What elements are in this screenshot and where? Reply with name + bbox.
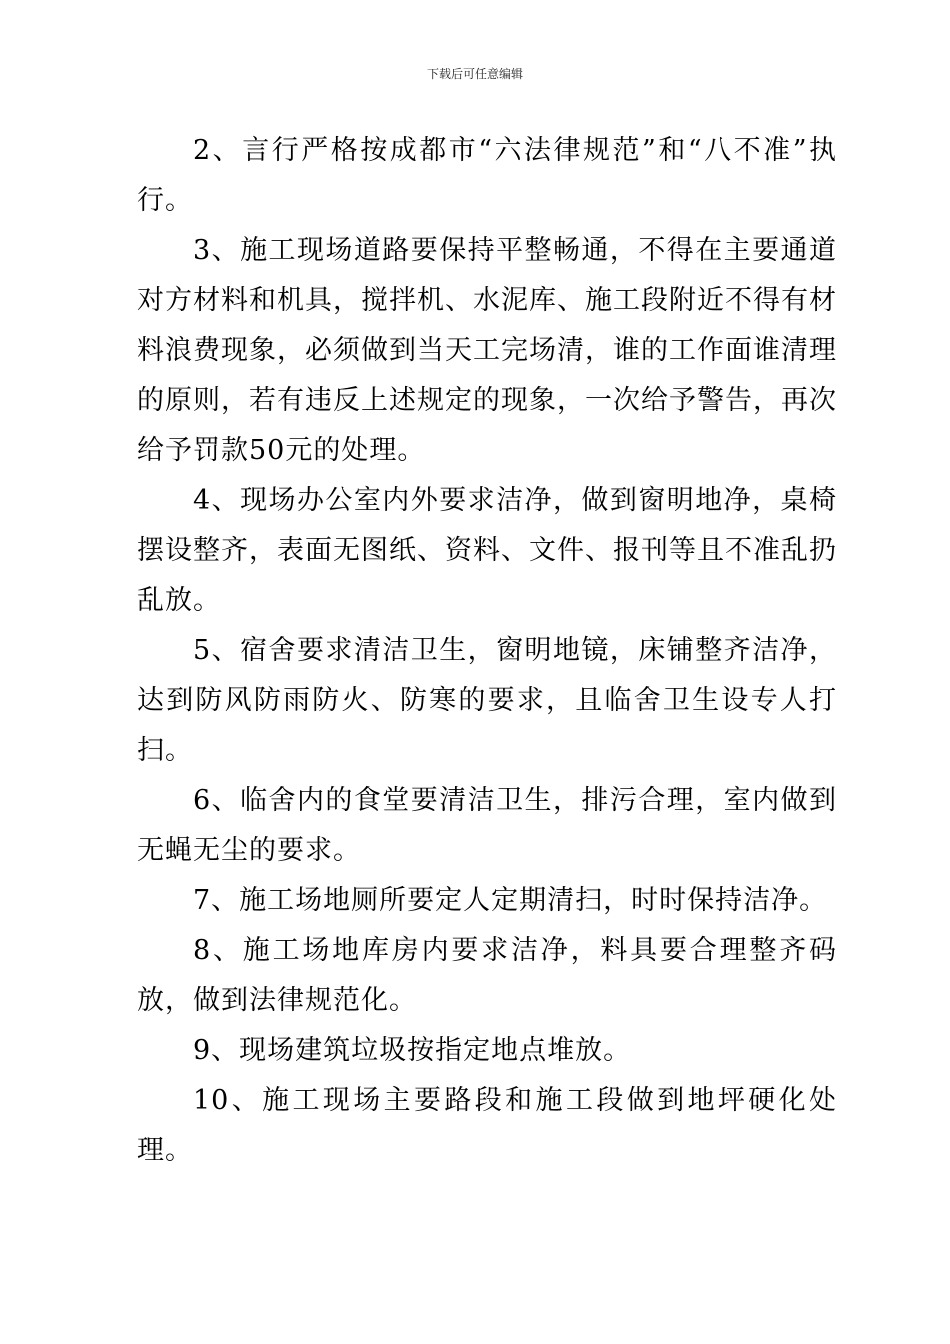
- document-body: [137, 126, 837, 1176]
- paragraph-item-2: 2、言行严格按成都市“六法律规范”和“八不准”执行。: [137, 135, 837, 216]
- paragraph-item-10: 10、施工现场主要路段和施工段做到地坪硬化处理。: [137, 1085, 837, 1166]
- paragraph-item-5: 5、宿舍要求清洁卫生，窗明地镜，床铺整齐洁净，达到防风防雨防火、防寒的要求，且临舍卫生设专人打扫。: [137, 635, 837, 766]
- paragraph-item-9: 9、现场建筑垃圾按指定地点堆放。: [193, 1035, 632, 1066]
- paragraph-item-3: 3、施工现场道路要保持平整畅通，不得在主要通道对方材料和机具，搅拌机、水泥库、施工段附近不得有材料浪费现象，必须做到当天工完场清，谁的工作面谁清理的原则，若有违反上述规定的现象，一次给予警告，再次给予罚款50元的处理。: [137, 235, 837, 466]
- page-header: 下载后可任意编辑: [426, 67, 523, 81]
- paragraph-item-7: 7、施工场地厕所要定人定期清扫，时时保持洁净。: [193, 885, 828, 916]
- paragraph-item-8: 8、施工场地库房内要求洁净，料具要合理整齐码放，做到法律规范化。: [137, 935, 837, 1016]
- paragraph-item-4: 4、现场办公室内外要求洁净，做到窗明地净，桌椅摆设整齐，表面无图纸、资料、文件、报刊等且不准乱扔乱放。: [137, 485, 837, 616]
- paragraph-item-6: 6、临舍内的食堂要清洁卫生，排污合理，室内做到无蝇无尘的要求。: [137, 785, 837, 866]
